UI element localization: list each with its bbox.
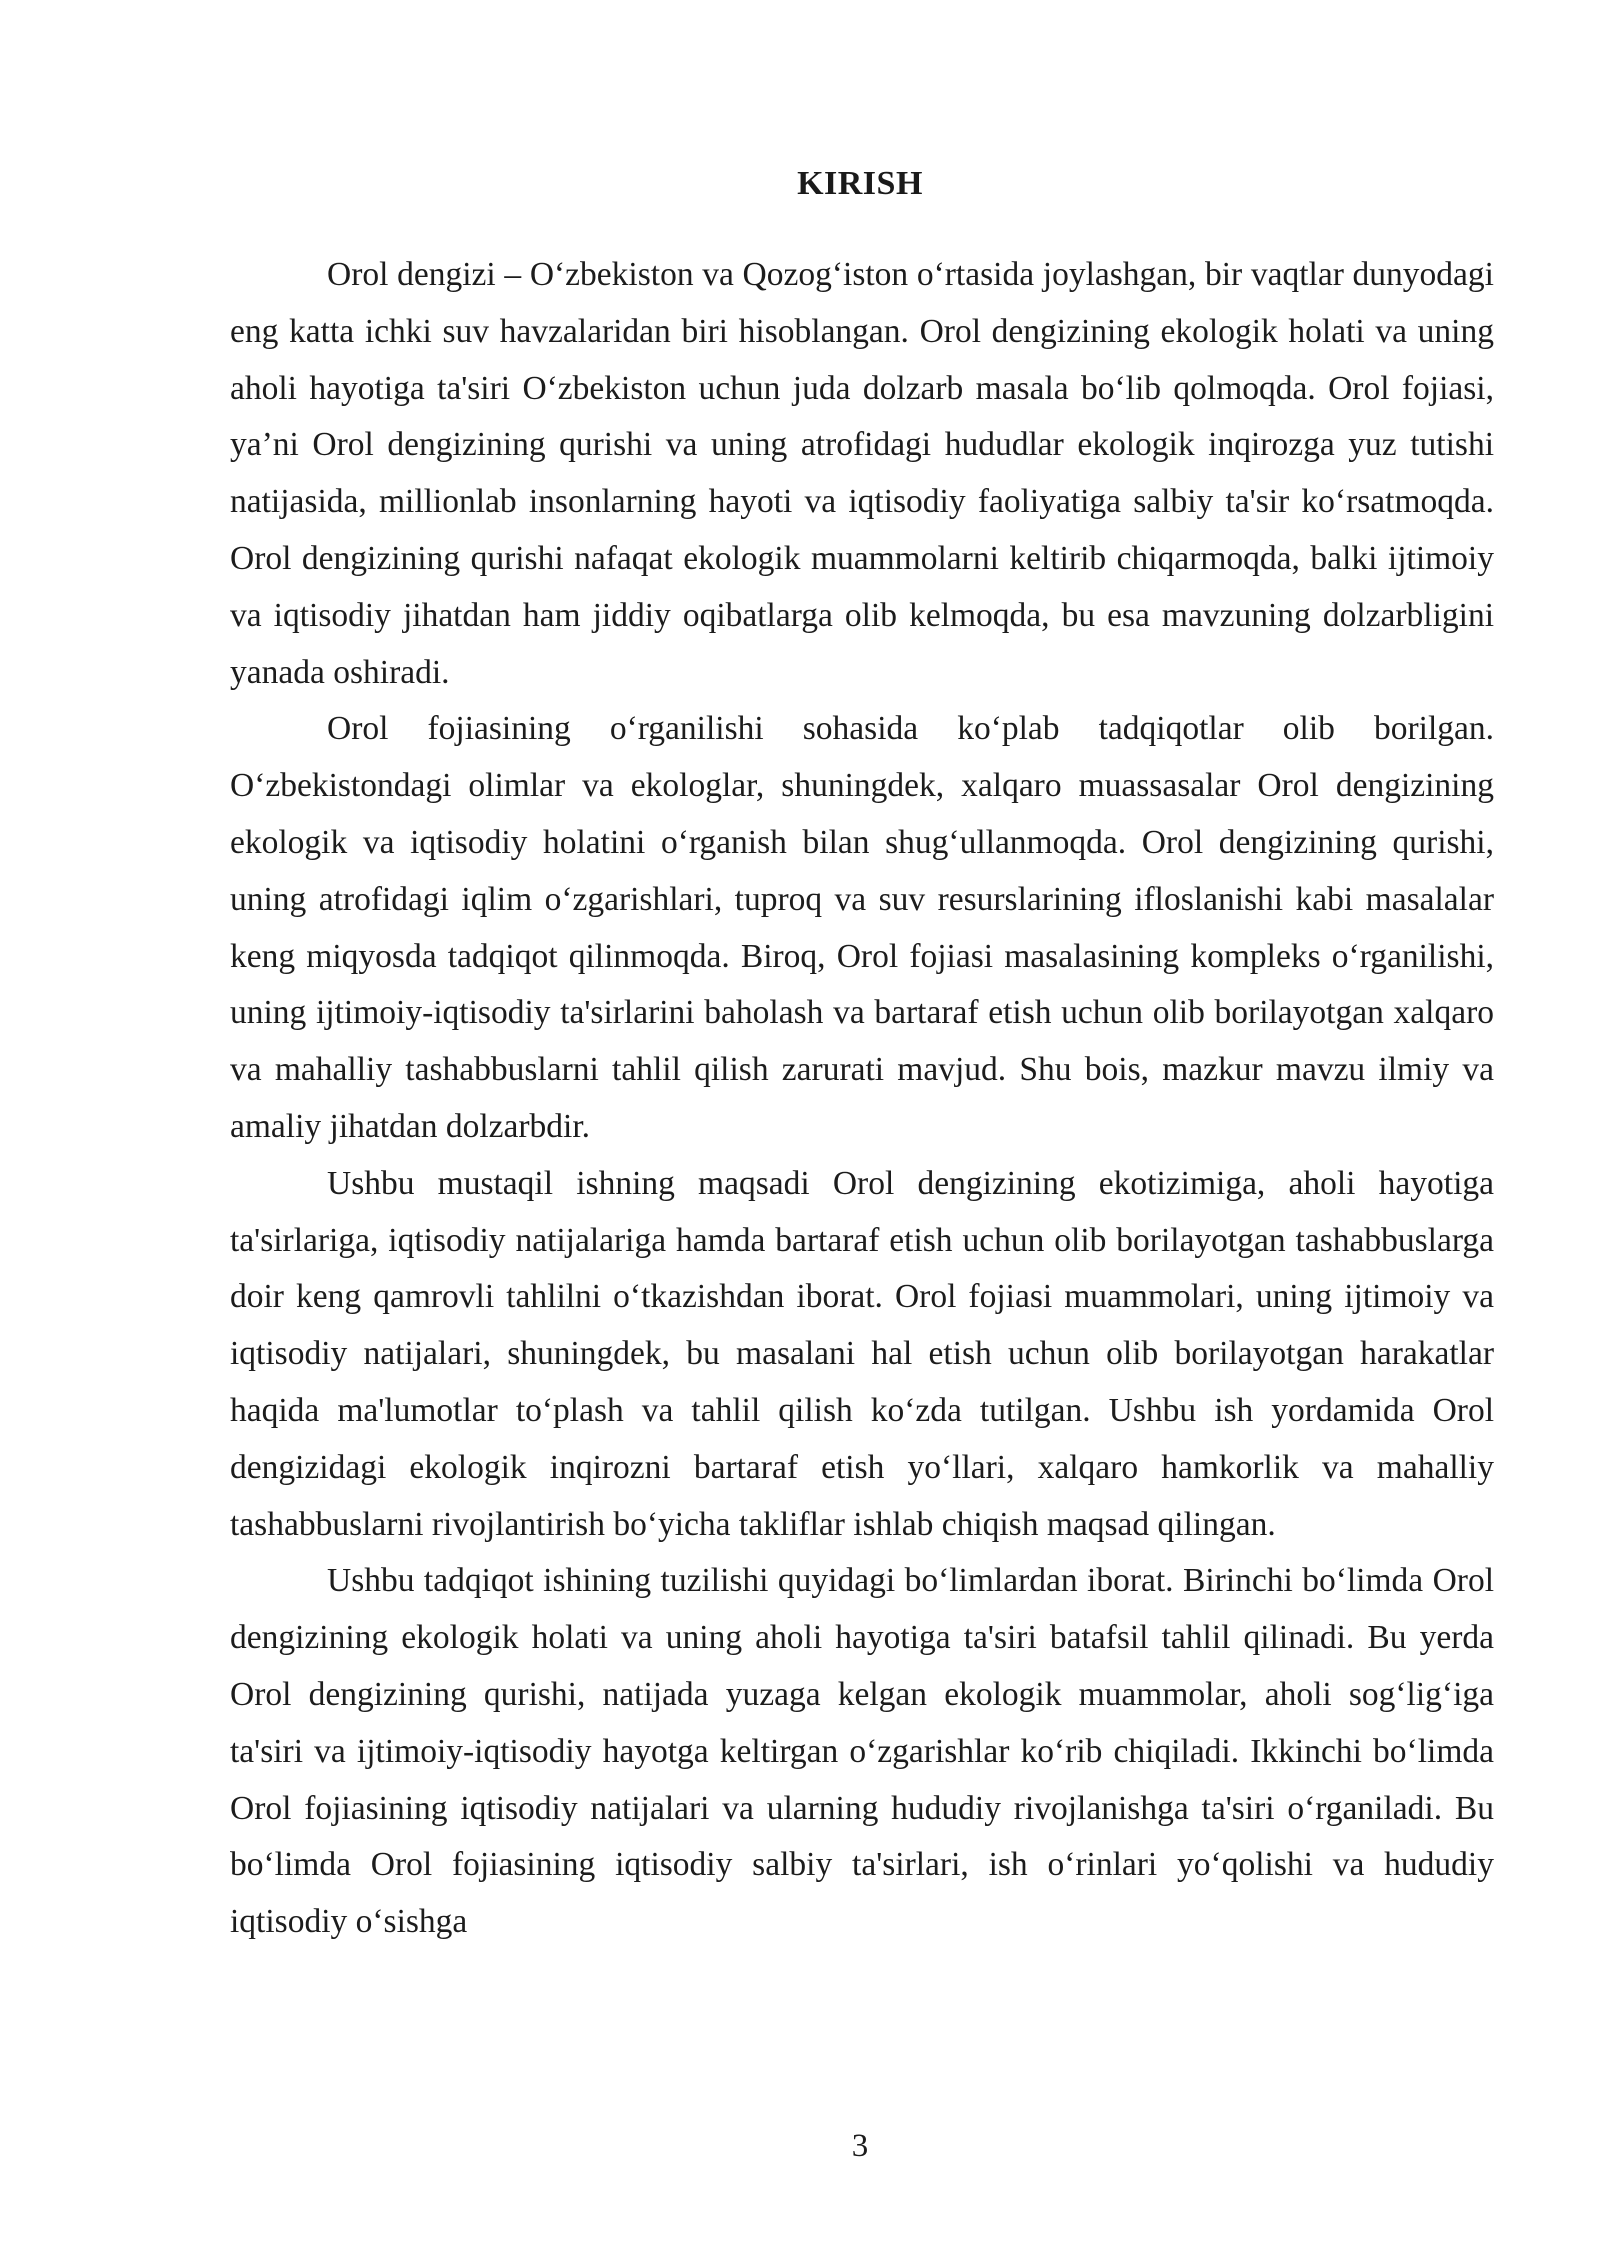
paragraph-2: Orol fojiasining o‘rganilishi sohasida ko‘plab tadqiqotlar olib borilgan. O‘zbekistondagi olimlar va ekologlar, shuningdek, xalqaro muassasalar Orol dengizining ekologik va iqtisodiy holatini o‘rganish bilan shug‘ullanmoqda. Orol dengizining qurishi, uning atrofidagi iqlim o‘zgarishlari, tuproq va suv resurslarining ifloslanishi kabi masalalar keng miqyosda tadqiqot qilinmoqda. Biroq, Orol fojiasi masalasining kompleks o‘rganilishi, uning ijtimoiy-iqtisodiy ta'sirlarini baholash va bartaraf etish uchun olib borilayotgan xalqaro va mahalliy tashabbuslarni tahlil qilish zarurati mavjud. Shu bois, mazkur mavzu ilmiy va amaliy jihatdan dolzarbdir. bbox=[230, 710, 1494, 1145]
page-number: 3 bbox=[851, 2128, 869, 2164]
section-heading: KIRISH bbox=[797, 165, 923, 202]
paragraph-4: Ushbu tadqiqot ishining tuzilishi quyidagi bo‘limlardan iborat. Birinchi bo‘limda Orol dengizining ekologik holati va uning aholi hayotiga ta'siri batafsil tahlil qilinadi. Bu yerda Orol dengizining qurishi, natijada yuzaga kelgan ekologik muammolar, aholi sog‘lig‘iga ta'siri va ijtimoiy-iqtisodiy hayotga keltirgan o‘zgarishlar ko‘rib chiqiladi. Ikkinchi bo‘limda Orol fojiasining iqtisodiy natijalari va ularning hududiy rivojlanishga ta'siri o‘rganiladi. Bu bo‘limda Orol fojiasining iqtisodiy salbiy ta'sirlari, ish o‘rinlari yo‘qolishi va hududiy iqtisodiy o‘sishga bbox=[230, 1562, 1494, 1941]
body-text bbox=[230, 247, 1494, 1951]
paragraph-1: Orol dengizi – O‘zbekiston va Qozog‘iston o‘rtasida joylashgan, bir vaqtlar dunyodagi eng katta ichki suv havzalaridan biri hisoblangan. Orol dengizining ekologik holati va uning aholi hayotiga ta'siri O‘zbekiston uchun juda dolzarb masala bo‘lib qolmoqda. Orol fojiasi, ya’ni Orol dengizining qurishi va uning atrofidagi hududlar ekologik inqirozga yuz tutishi natijasida, millionlab insonlarning hayoti va iqtisodiy faoliyatiga salbiy ta'sir ko‘rsatmoqda. Orol dengizining qurishi nafaqat ekologik muammolarni keltirib chiqarmoqda, balki ijtimoiy va iqtisodiy jihatdan ham jiddiy oqibatlarga olib kelmoqda, bu esa mavzuning dolzarbligini yanada oshiradi. bbox=[230, 256, 1494, 691]
paragraph-3: Ushbu mustaqil ishning maqsadi Orol dengizining ekotizimiga, aholi hayotiga ta'sirlariga, iqtisodiy natijalariga hamda bartaraf etish uchun olib borilayotgan tashabbuslarga doir keng qamrovli tahlilni o‘tkazishdan iborat. Orol fojiasi muammolari, uning ijtimoiy va iqtisodiy natijalari, shuningdek, bu masalani hal etish uchun olib borilayotgan harakatlar haqida ma'lumotlar to‘plash va tahlil qilish ko‘zda tutilgan. Ushbu ish yordamida Orol dengizidagi ekologik inqirozni bartaraf etish yo‘llari, xalqaro hamkorlik va mahalliy tashabbuslarni rivojlantirish bo‘yicha takliflar ishlab chiqish maqsad qilingan. bbox=[230, 1164, 1494, 1543]
